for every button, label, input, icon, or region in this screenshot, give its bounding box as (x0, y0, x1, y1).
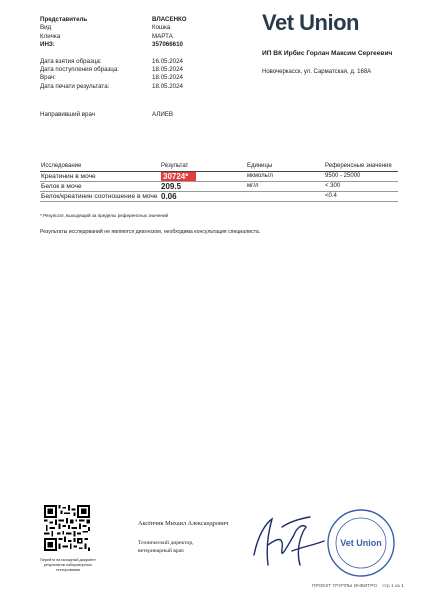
test-reference: <0.4 (324, 191, 398, 201)
table-row (40, 191, 398, 201)
info-value: 18.05.2024 (152, 74, 183, 82)
test-units: мг/л (246, 181, 324, 191)
vet-union-logo: Vet Union (262, 10, 359, 35)
test-units: мкмоль/л (246, 171, 324, 181)
qr-caption: Перейти на исходный документ результатов лабораторного тестирования (40, 558, 96, 572)
results-table (40, 162, 398, 202)
test-reference: 9500 - 25000 (324, 171, 398, 181)
info-label: Дата поступления образца: (40, 65, 119, 73)
test-name: Белок в моче (40, 181, 160, 191)
info-row (40, 74, 240, 82)
header-reference: Референсные значения (324, 162, 398, 171)
info-value: 18.05.2024 (152, 65, 183, 73)
test-name: Креатинин в моче (40, 171, 160, 181)
stamp (326, 508, 396, 578)
info-label: ИНЗ: (40, 41, 55, 49)
test-result (160, 171, 246, 181)
referring-doctor-value: АЛИЕВ (152, 111, 174, 118)
clinic-name: ИП ВК Ирбис Горлач Максим Сергеевич (262, 50, 393, 57)
info-label: Врач: (40, 74, 56, 82)
page-number: стр 1 из 1 (382, 584, 404, 589)
signer-name: Аксёнчик Михаил Александрович (138, 520, 229, 527)
info-value: 16.05.2024 (152, 57, 183, 65)
info-label: Представитель (40, 16, 88, 23)
qr-code-icon[interactable] (44, 505, 90, 551)
signer-title: Технический директор, ветеринарный врач (138, 540, 194, 554)
header-result: Результат (160, 162, 246, 171)
signature-icon (232, 505, 332, 573)
header-units: Единицы (246, 162, 324, 171)
table-row (40, 181, 398, 191)
info-value: Кошка (152, 24, 171, 32)
page-footer (312, 584, 404, 589)
disclaimer: Результаты исследований не являются диагнозом, необходима консультация специалиста. (40, 229, 261, 235)
info-label: Кличка (40, 32, 61, 40)
info-row (40, 83, 240, 91)
info-label: Вид (40, 24, 52, 32)
referring-doctor-label: Направивший врач (40, 111, 96, 118)
results-header-row (40, 162, 398, 171)
table-row (40, 171, 398, 181)
info-value: МАРТА (152, 32, 173, 40)
info-row (40, 41, 240, 49)
test-result: 209.5 (160, 181, 246, 191)
info-label: Дата взятия образца: (40, 57, 102, 65)
patient-info (40, 16, 240, 91)
test-name: Белок/креатинин соотношение в моче (40, 191, 160, 201)
test-result: 0.06 (160, 191, 246, 201)
info-row (40, 24, 240, 32)
stamp-logo: Vet Union (340, 538, 382, 548)
header-test: Исследование (40, 162, 160, 171)
flagged-result: 30724* (161, 172, 196, 181)
test-reference: < 300 (324, 181, 398, 191)
page-footer-text: ПРОЕКТ ГРУППЫ ИНВИТРО (312, 584, 378, 589)
info-row (40, 16, 240, 24)
info-row (40, 66, 240, 74)
info-row (40, 58, 240, 66)
info-value: ВЛАСЕНКО (152, 16, 187, 23)
clinic-address: Новочеркасск, ул. Сарматская, д. 168А (262, 69, 372, 75)
info-row (40, 33, 240, 41)
info-label: Дата печати результата: (40, 82, 110, 90)
test-units (246, 191, 324, 201)
footnote: * Результат, выходящий за пределы референсных значений (40, 213, 169, 218)
info-value: 357066610 (152, 41, 183, 49)
referring-doctor (40, 111, 173, 118)
info-value: 18.05.2024 (152, 82, 183, 90)
